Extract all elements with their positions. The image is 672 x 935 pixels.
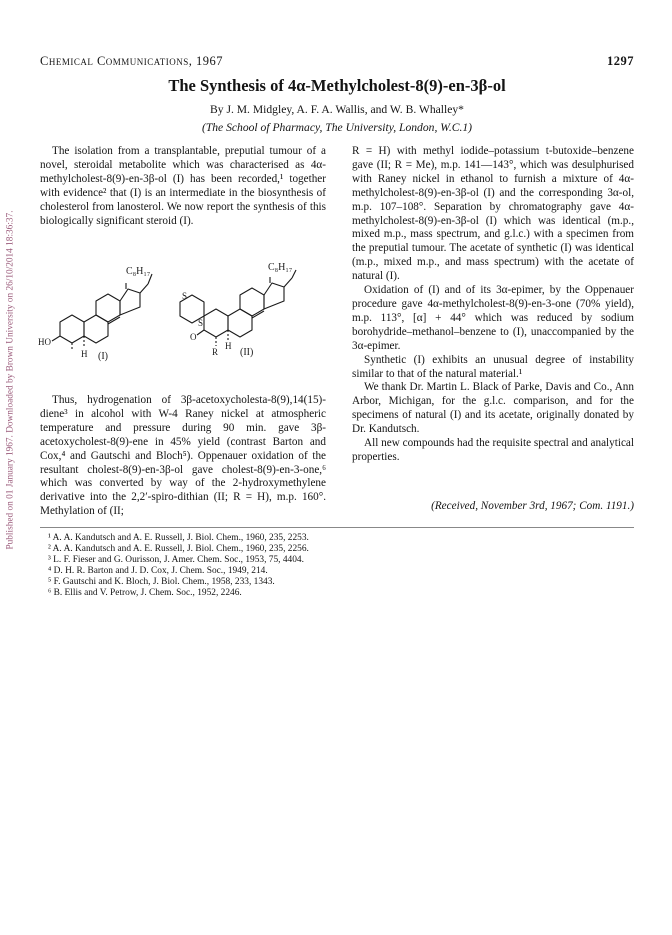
article-affiliation: (The School of Pharmacy, The University, London, W.C.1) [201, 121, 473, 134]
structure-II [180, 270, 296, 346]
structure-label-II: (II) [240, 347, 254, 358]
structure-label-I: (I) [98, 351, 108, 362]
left-column-body [40, 394, 326, 519]
sulfur-label-bottom: S [198, 318, 204, 328]
hydrogen-label-II: H [225, 341, 232, 351]
hydrogen-label-I: H [81, 349, 88, 359]
article-title: The Synthesis of 4α-Methylcholest-8(9)-en-3β-ol [168, 76, 506, 95]
journal-name: Chemical Communications, 1967 [40, 54, 224, 68]
right-paragraph-3: Synthetic (I) exhibits an unusual degree of instability similar to that of the natural material.¹ [352, 353, 634, 380]
sulfur-label-top: S [182, 291, 188, 301]
chemical-structures-figure [40, 262, 326, 384]
right-paragraph-5: All new compounds had the requisite spectral and analytical properties. [352, 437, 634, 463]
hydroxyl-label: HO [38, 337, 51, 347]
running-head [40, 54, 634, 69]
right-column [352, 145, 634, 465]
download-watermark [0, 120, 22, 640]
reference-item: ⁴ D. H. R. Barton and J. D. Cox, J. Chem. Soc., 1949, 214. [48, 565, 268, 576]
right-paragraph-1: R = H) with methyl iodide–potassium t-butoxide–benzene gave (II; R = Me), m.p. 141—143°, which was desulphurised with Raney nickel in ethanol to furnish a mixture of 4α-methylcholest-8(9)-en-3β-ol (I) and the corresponding 3α-ol, m.p. 107–108°. Separation by chromatography gave 4α-methylcholest-8(9)-en-3β-ol (I) which was identical (m.p., mixed m.p., mass spectrum, and g.l.c.) with a specimen from the preputial tumour. The acetate of synthetic (I) was identical (m.p., mixed m.p., and mass spectrum) with the acetate of natural (I). [352, 145, 634, 283]
reference-item: ⁶ B. Ellis and V. Petrow, J. Chem. Soc., 1952, 2246. [48, 587, 242, 598]
received-date: (Received, November 3rd, 1967; Com. 1191.) [431, 500, 634, 512]
reference-item: ³ L. F. Fieser and G. Ourisson, J. Amer. Chem. Soc., 1953, 75, 4404. [48, 554, 304, 565]
r-group-label: R [212, 347, 219, 357]
references-list [48, 533, 628, 598]
right-paragraph-4: We thank Dr. Martin L. Black of Parke, Davis and Co., Ann Arbor, Michigan, for the g.l.c. comparison, and for the specimens of natural (I) and its acetate, originally donated by Dr. Kandutsch. [352, 381, 634, 436]
intro-paragraph: The isolation from a transplantable, preputial tumour of a novel, steroidal metabolite which was characterised as 4α-methylcholest-8(9)-en-3β-ol (I) has been recorded,¹ together with evidence² that (I) is an intermediate in the biosynthesis of cholesterol from lanosterol. We now report the synthesis of this biologically significant steroid (I). [40, 145, 326, 227]
reference-item: ¹ A. A. Kandutsch and A. E. Russell, J. Biol. Chem., 1960, 235, 2253. [48, 533, 309, 543]
reference-item: ² A. A. Kandutsch and A. E. Russell, J. Biol. Chem., 1960, 235, 2256. [48, 543, 309, 554]
article-authors: By J. M. Midgley, A. F. A. Wallis, and W. B. Whalley* [210, 103, 464, 116]
reference-item: ⁵ F. Gautschi and K. Bloch, J. Biol. Chem., 1958, 233, 1343. [48, 576, 275, 587]
download-watermark-text: Published on 01 January 1967. Downloaded by Brown University on 26/10/2014 18:36:37. [6, 210, 16, 550]
references-divider [40, 527, 634, 528]
synthesis-paragraph: Thus, hydrogenation of 3β-acetoxycholesta-8(9),14(15)-diene³ in alcohol with W-4 Raney nickel at atmospheric temperature and pressure during 90 min. gave 3β-acetoxycholest-8(9)-ene in 45% yield (contrast Barton and Cox,⁴ and Gautschi and Bloch⁵). Oppenauer oxidation of the resultant cholest-8(9)-en-3β-ol gave cholest-8(9)-en-3-one,⁶ which was converted by way of the 2-hydroxymethylene derivative into the 2,2′-spiro-dithian (II; R = H), m.p. 160°. Methylation of (II; [40, 394, 326, 518]
oxygen-label: O [190, 332, 197, 342]
right-paragraph-2: Oxidation of (I) and of its 3α-epimer, by the Oppenauer procedure gave 4α-methylcholest-8(9)-en-3-one (70% yield), m.p. 113°, [α] + 44° which was reduced by sodium borohydride–methanol–benzene to (I), unaccompanied by the 3α-epimer. [352, 284, 634, 352]
page-number: 1297 [607, 54, 634, 68]
left-column-intro [40, 145, 326, 228]
structure-I [52, 274, 152, 350]
side-chain-label-I: C₈H₁₇ [126, 266, 151, 277]
side-chain-label-II: C₈H₁₇ [268, 262, 293, 273]
